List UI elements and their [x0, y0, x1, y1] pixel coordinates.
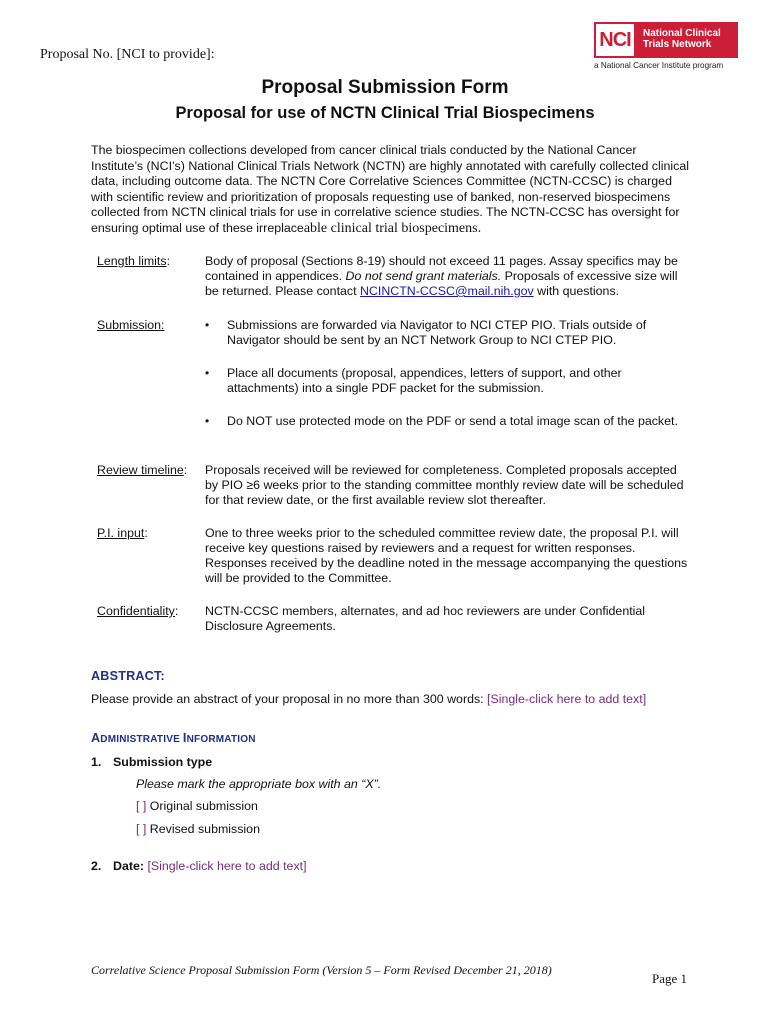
page-title: Proposal Submission Form [261, 77, 509, 98]
intro-paragraph: The biospecimen collections developed from cancer clinical trials conducted by the National Cancer Institute’s (NCI’s) National Clinical Trials Network (NCTN) are highly annotated with carefully collected clinical data, including outcome data. The NCTN Core Correlative Sciences Committee (NCTN-CCSC) is charged with scientific review and prioritization of proposals requesting use of banked, non-reserved biospecimens collected from NCTN clinical trials for use in correlative science studies. The NCTN-CCSC has oversight for ensuring optimal use of these irreplaceable clinical trial biospecimens. [91, 143, 689, 236]
revised-submission-checkbox[interactable]: [ ] [136, 822, 147, 836]
nctn-logo [594, 22, 738, 70]
nci-logo-mark: NCI [594, 22, 636, 58]
pi-input-text: One to three weeks prior to the scheduled committee review date, the proposal P.I. will receive key questions raised by reviewers and a request for written responses. Responses received by the deadline noted in the message accompanying the questions will be provided to the Committee. [205, 526, 688, 585]
date-item: 2. Date: [Single-click here to add text] [91, 859, 307, 873]
confidentiality-label: Confidentiality: [97, 604, 179, 618]
submission-type-hint: Please mark the appropriate box with an “X”. [136, 777, 382, 791]
original-submission-option[interactable]: [ ] Original submission [136, 799, 258, 813]
page-subtitle: Proposal for use of NCTN Clinical Trial Biospecimens [175, 104, 595, 122]
length-limits-text: Body of proposal (Sections 8-19) should not exceed 11 pages. Assay specifics may be contained in appendices. Do not send grant materials. Proposals of excessive size will be returned. Please contact NCINCTN-CCSC@mail.nih.gov with questions. [205, 254, 678, 298]
submission-bullet-1: Submissions are forwarded via Navigator to NCI CTEP PIO. Trials outside of Navigator should be sent by an NCT Network Group to NCI CTEP PIO. [227, 318, 647, 347]
logo-tagline: a National Cancer Institute program [594, 61, 724, 70]
confidentiality-text: NCTN-CCSC members, alternates, and ad hoc reviewers are under Confidential Disclosure Agreements. [205, 604, 646, 633]
bullet-icon: • [205, 414, 210, 428]
footer-form-version: Correlative Science Proposal Submission Form (Version 5 – Form Revised December 21, 2018) [91, 963, 552, 977]
submission-type-item: 1. Submission type [91, 755, 213, 769]
original-submission-checkbox[interactable]: [ ] [136, 799, 147, 813]
submission-label: Submission: [97, 318, 165, 332]
logo-network-name: National Clinical Trials Network [636, 22, 738, 58]
review-timeline-label: Review timeline: [97, 463, 188, 477]
length-limits-label: Length limits: [97, 254, 171, 268]
abstract-text-field[interactable]: [Single-click here to add text] [487, 692, 647, 706]
submission-bullet-3: Do NOT use protected mode on the PDF or send a total image scan of the packet. [227, 414, 678, 428]
proposal-number-label: Proposal No. [NCI to provide]: [40, 47, 215, 62]
bullet-icon: • [205, 318, 210, 332]
abstract-prompt: Please provide an abstract of your proposal in no more than 300 words: [Single-click here to add text] [91, 692, 647, 706]
review-timeline-text: Proposals received will be reviewed for completeness. Completed proposals accepted by PIO ≥6 weeks prior to the standing committee monthly review date will be scheduled for that review date, or the first available review slot thereafter. [205, 463, 684, 507]
abstract-heading: ABSTRACT: [91, 669, 165, 683]
date-text-field[interactable]: [Single-click here to add text] [147, 859, 307, 873]
contact-email-link[interactable]: NCINCTN-CCSC@mail.nih.gov [359, 284, 534, 298]
administrative-info-heading: ADMINISTRATIVE INFORMATION [91, 731, 256, 745]
revised-submission-option[interactable]: [ ] Revised submission [136, 822, 260, 836]
bullet-icon: • [205, 366, 210, 380]
page-number: Page 1 [652, 971, 688, 986]
submission-bullet-2: Place all documents (proposal, appendices, letters of support, and other attachments) into a single PDF packet for the submission. [227, 366, 622, 395]
pi-input-label: P.I. input: [97, 526, 148, 540]
